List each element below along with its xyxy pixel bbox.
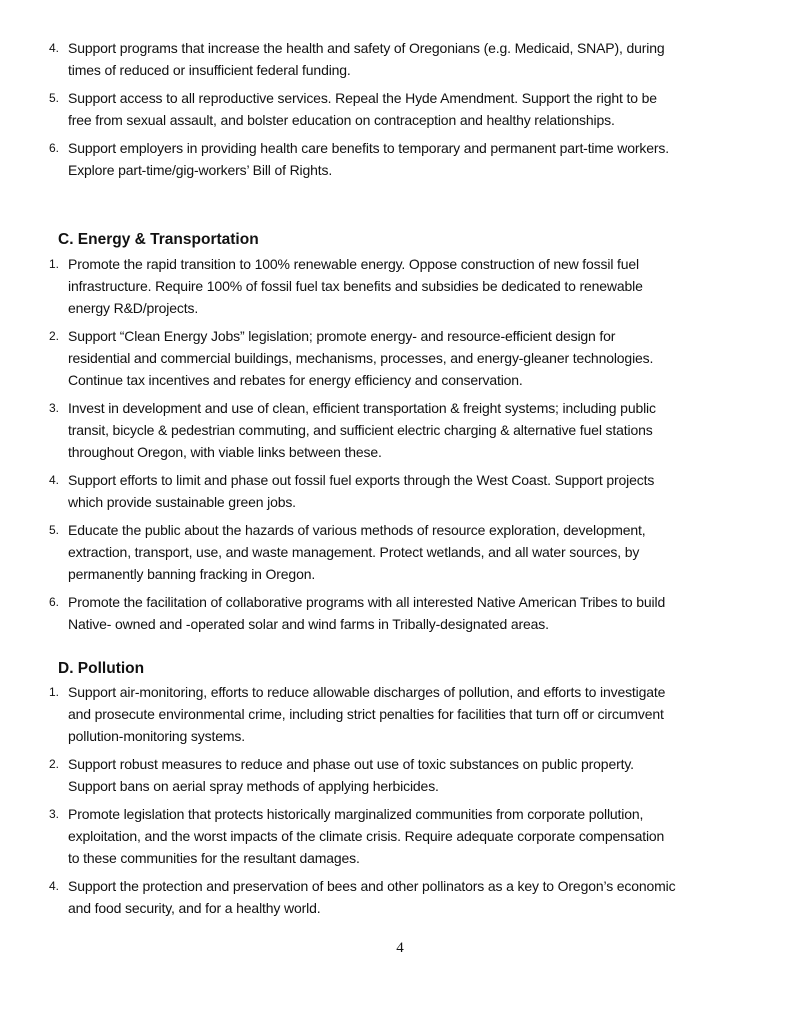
list-item-text-line: which provide sustainable green jobs. bbox=[68, 494, 296, 510]
list-item bbox=[0, 875, 800, 919]
list-item-text-line: Invest in development and use of clean, efficient transportation & freight systems; including public bbox=[68, 400, 656, 416]
list-item-number: 1. bbox=[49, 257, 60, 271]
section-d-list bbox=[0, 681, 800, 919]
list-item-text-line: energy R&D/projects. bbox=[68, 300, 199, 316]
document-page bbox=[0, 37, 800, 925]
list-item-text-line: extraction, transport, use, and waste management. Protect wetlands, and all water sources, by bbox=[68, 544, 640, 560]
list-item bbox=[0, 253, 800, 319]
list-item bbox=[0, 469, 800, 513]
list-item-text-line: Support bans on aerial spray methods of applying herbicides. bbox=[68, 778, 439, 794]
list-item bbox=[0, 37, 800, 81]
list-item-number: 5. bbox=[49, 523, 60, 537]
list-item bbox=[0, 87, 800, 131]
list-item-text-line: and food security, and for a healthy world. bbox=[68, 900, 321, 916]
list-item-text-line: Support efforts to limit and phase out fossil fuel exports through the West Coast. Support projects bbox=[68, 472, 655, 488]
list-item-number: 1. bbox=[49, 685, 60, 699]
section-c-list bbox=[0, 253, 800, 635]
list-item-text-line: Support “Clean Energy Jobs” legislation; promote energy- and resource-efficient design for bbox=[68, 328, 616, 344]
list-item-text-line: Promote the rapid transition to 100% renewable energy. Oppose construction of new fossil fuel bbox=[68, 256, 640, 272]
list-item-text-line: pollution-monitoring systems. bbox=[68, 728, 245, 744]
section-heading-energy-transportation: C. Energy & Transportation bbox=[58, 231, 259, 248]
list-item-text-line: permanently banning fracking in Oregon. bbox=[68, 566, 316, 582]
list-item-number: 4. bbox=[49, 41, 60, 55]
list-item-text-line: Promote legislation that protects historically marginalized communities from corporate pollution, bbox=[68, 806, 644, 822]
list-item bbox=[0, 397, 800, 463]
list-item-number: 3. bbox=[49, 401, 60, 415]
list-item-text-line: to these communities for the resultant damages. bbox=[68, 850, 360, 866]
list-item-text-line: Support robust measures to reduce and phase out use of toxic substances on public property. bbox=[68, 756, 634, 772]
list-item-number: 4. bbox=[49, 473, 60, 487]
list-item bbox=[0, 681, 800, 747]
list-item-text-line: transit, bicycle & pedestrian commuting, and sufficient electric charging & alternative fuel stations bbox=[68, 422, 653, 438]
list-item-text-line: Support programs that increase the health and safety of Oregonians (e.g. Medicaid, SNAP), during bbox=[68, 40, 665, 56]
list-item-text-line: Native- owned and -operated solar and wind farms in Tribally-designated areas. bbox=[68, 616, 549, 632]
list-item bbox=[0, 803, 800, 869]
section-b-list bbox=[0, 37, 800, 181]
list-item-number: 6. bbox=[49, 595, 60, 609]
list-item-text-line: infrastructure. Require 100% of fossil fuel tax benefits and subsidies be dedicated to renewable bbox=[68, 278, 643, 294]
list-item-text-line: exploitation, and the worst impacts of the climate crisis. Require adequate corporate compensation bbox=[68, 828, 665, 844]
list-item bbox=[0, 519, 800, 585]
list-item-text-line: throughout Oregon, with viable links between these. bbox=[68, 444, 382, 460]
list-item-text-line: times of reduced or insufficient federal funding. bbox=[68, 62, 351, 78]
list-item-text-line: residential and commercial buildings, mechanisms, processes, and energy-gleaner technologies. bbox=[68, 350, 654, 366]
list-item bbox=[0, 137, 800, 181]
list-item-text-line: Educate the public about the hazards of various methods of resource exploration, development, bbox=[68, 522, 646, 538]
list-item-number: 2. bbox=[49, 757, 60, 771]
list-item-text-line: and prosecute environmental crime, including strict penalties for facilities that turn off or circumvent bbox=[68, 706, 664, 722]
list-item-text-line: free from sexual assault, and bolster education on contraception and healthy relationships. bbox=[68, 112, 615, 128]
list-item-text-line: Support employers in providing health care benefits to temporary and permanent part-time workers. bbox=[68, 140, 669, 156]
section-heading-pollution: D. Pollution bbox=[58, 660, 145, 677]
list-item bbox=[0, 591, 800, 635]
list-item-number: 3. bbox=[49, 807, 60, 821]
list-item-text-line: Support the protection and preservation of bees and other pollinators as a key to Oregon’s economic bbox=[68, 878, 676, 894]
list-item-text-line: Support air-monitoring, efforts to reduce allowable discharges of pollution, and efforts to investigate bbox=[68, 684, 666, 700]
list-item-number: 6. bbox=[49, 141, 60, 155]
list-item-text-line: Promote the facilitation of collaborative programs with all interested Native American Tribes to build bbox=[68, 594, 666, 610]
list-item bbox=[0, 753, 800, 797]
list-item-text-line: Continue tax incentives and rebates for energy efficiency and conservation. bbox=[68, 372, 523, 388]
list-item bbox=[0, 325, 800, 391]
list-item-number: 2. bbox=[49, 329, 60, 343]
page-number: 4 bbox=[396, 940, 404, 956]
list-item-number: 5. bbox=[49, 91, 60, 105]
list-item-text-line: Support access to all reproductive services. Repeal the Hyde Amendment. Support the right to be bbox=[68, 90, 657, 106]
list-item-text-line: Explore part-time/gig-workers’ Bill of Rights. bbox=[68, 162, 333, 178]
list-item-number: 4. bbox=[49, 879, 60, 893]
